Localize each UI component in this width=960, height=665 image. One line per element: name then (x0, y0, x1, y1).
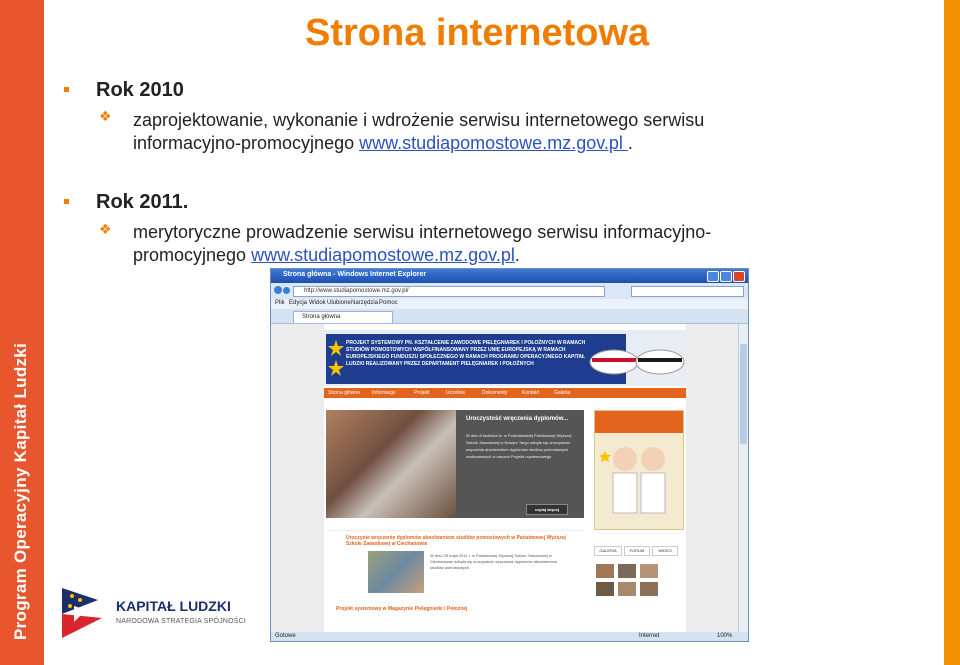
menu-narzedzia[interactable]: Narzędzia (351, 300, 379, 306)
section1-prefix: informacyjno-promocyjnego (133, 133, 360, 153)
news-item (326, 530, 582, 596)
menu-edycja[interactable]: Edycja (289, 300, 308, 306)
forward-icon[interactable] (283, 287, 290, 294)
page-title: Strona internetowa (305, 12, 650, 54)
menu-ulubione[interactable]: Ulubione (327, 300, 351, 306)
tab-strona-glowna[interactable]: Strona główna (293, 311, 393, 323)
browser-addressbar (271, 283, 748, 299)
logo-subtitle: NARODOWA STRATEGIA SPÓJNOŚCI (116, 618, 247, 625)
status-text: Gotowe (275, 633, 296, 639)
browser-menubar (271, 299, 748, 309)
section1-website-link[interactable]: www.studiapomostowe.mz.gov.pl (359, 133, 628, 153)
square-bullet-icon (64, 87, 69, 92)
nurses-illustration-icon (595, 411, 683, 529)
status-zone: Internet (639, 633, 660, 639)
browser-search-input[interactable] (631, 286, 744, 297)
read-more-button[interactable]: czytaj więcej (526, 504, 568, 515)
gallery-thumb[interactable] (618, 582, 636, 596)
nav-item[interactable]: Strona główna (328, 390, 360, 396)
nav-item[interactable]: Projekt (414, 390, 430, 396)
news-item-title[interactable]: Uroczyste wręczenie dyplomów absolwentom studiów pomostowych w Państwowej Wyższej Szkole Zawodowej w Ciechanowie (346, 535, 566, 547)
side-banner-text: Program Operacyjny Kapitał Ludzki (11, 342, 30, 640)
section1-year: Rok 2010 (96, 79, 184, 101)
eu-project-text: PROJEKT SYSTEMOWY PN. KSZTAŁCENIE ZAWODOWE PIELĘGNIAREK I POŁOŻNYCH W RAMACH STUDIÓW POMOSTOWYCH WSPÓŁFINANSOWANY PRZEZ UNIĘ EUROPEJSKĄ W RAMACH EUROPEJSKIEGO FUNDUSZU SPOŁECZNEGO W RAMACH PROGRAMU OPERACYJNEGO KAPITAŁ LUDZKI REALIZOWANY PRZEZ DEPARTAMENT PIELĘGNIAREK I POŁOŻNYCH (346, 340, 586, 367)
promo-poster[interactable] (594, 410, 684, 530)
section2-website-link[interactable]: www.studiapomostowe.mz.gov.pl (251, 245, 515, 265)
zoom-level[interactable]: 100% (717, 633, 733, 639)
nav-item[interactable]: Dokumenty (482, 390, 508, 396)
section2-line1: merytoryczne prowadzenie serwisu internetowego serwisu informacyjno- (133, 222, 712, 242)
kapital-ludzki-logo (58, 584, 247, 644)
address-input[interactable]: http://www.studiapomostowe.mz.gov.pl/ (293, 286, 605, 297)
tab-forum[interactable]: FORUM (624, 546, 650, 556)
tab-galeria[interactable]: GALERIA (594, 546, 622, 556)
news-item (326, 604, 582, 632)
section2-prefix: promocyjnego (133, 245, 252, 265)
back-icon[interactable] (274, 286, 282, 294)
tab-wideo[interactable]: WIDEO (652, 546, 678, 556)
browser-statusbar (271, 632, 748, 641)
gallery-thumbnails (594, 562, 682, 622)
section1-text (133, 109, 704, 155)
gallery-thumb[interactable] (618, 564, 636, 578)
page-scrollbar[interactable] (738, 324, 749, 632)
browser-tabbar (271, 309, 748, 324)
eu-project-box (326, 334, 626, 384)
section1-line1: zaprojektowanie, wykonanie i wdrożenie serwisu internetowego serwisu (133, 110, 705, 130)
section1-suffix: . (627, 133, 633, 153)
nurse-caps-icon (586, 344, 686, 376)
scrollbar-thumb[interactable] (740, 344, 747, 444)
nav-item[interactable]: Uczelnie (446, 390, 466, 396)
logo-name: KAPITAŁ LUDZKI (116, 598, 231, 614)
side-banner (0, 0, 44, 665)
logo-flag-icon (58, 584, 110, 640)
section2-suffix: . (514, 245, 520, 265)
news-item-title[interactable]: Projekt systemowy w Magazynie Pielęgniarki i Położnej (336, 606, 468, 612)
minimize-icon[interactable] (707, 271, 719, 282)
menu-widok[interactable]: Widok (309, 300, 326, 306)
browser-screenshot (270, 268, 749, 642)
nav-item[interactable]: Informacje (372, 390, 396, 396)
square-bullet-icon (64, 199, 69, 204)
nav-item[interactable]: Galeria (554, 390, 571, 396)
featured-news (326, 410, 584, 518)
web-page-viewport (271, 324, 738, 632)
maximize-icon[interactable] (720, 271, 732, 282)
news-item-photo (368, 551, 424, 593)
diamond-bullet-icon: ❖ (99, 109, 112, 125)
menu-pomoc[interactable]: Pomoc (379, 300, 398, 306)
gallery-thumb[interactable] (640, 582, 658, 596)
menu-plik[interactable]: Plik (275, 300, 285, 306)
website (324, 324, 686, 632)
news-photo (326, 410, 456, 518)
eu-stars-icon (326, 334, 346, 382)
diamond-bullet-icon: ❖ (99, 222, 112, 238)
gallery-thumb[interactable] (596, 582, 614, 596)
browser-titlebar (271, 269, 748, 283)
site-nav (324, 388, 686, 398)
news-item-text: W dniu 25 maja 2011 r. w Państwowej Wyższej Szkole Zawodowej w Ciechanowie odbyła się uroczystość wręczenia dyplomów absolwentom studiów pomostowych. (430, 553, 558, 570)
site-banner (324, 330, 686, 386)
section2-year: Rok 2011. (96, 191, 189, 213)
gallery-thumb[interactable] (640, 564, 658, 578)
right-accent-bar (944, 0, 960, 665)
section1-line2 (133, 132, 704, 155)
gallery-thumb[interactable] (596, 564, 614, 578)
section2-line2 (133, 244, 711, 267)
news-body: W dniu 8 kwietnia br. w Podhalańskiej Państwowej Wyższej Szkole Zawodowej w Nowym Targu odbyła się uroczystość wręczenia absolwentom dyplomów studiów pomostowych realizowanych w ramach Projektu systemowego. (466, 433, 572, 459)
browser-window-title: Strona główna - Windows Internet Explorer (283, 271, 427, 278)
close-icon[interactable] (733, 271, 745, 282)
section2-text (133, 221, 711, 267)
news-title[interactable]: Uroczystość wręczenia dyplomów... (466, 416, 569, 422)
nav-item[interactable]: Kontakt (522, 390, 539, 396)
gallery-tabs (594, 546, 682, 556)
